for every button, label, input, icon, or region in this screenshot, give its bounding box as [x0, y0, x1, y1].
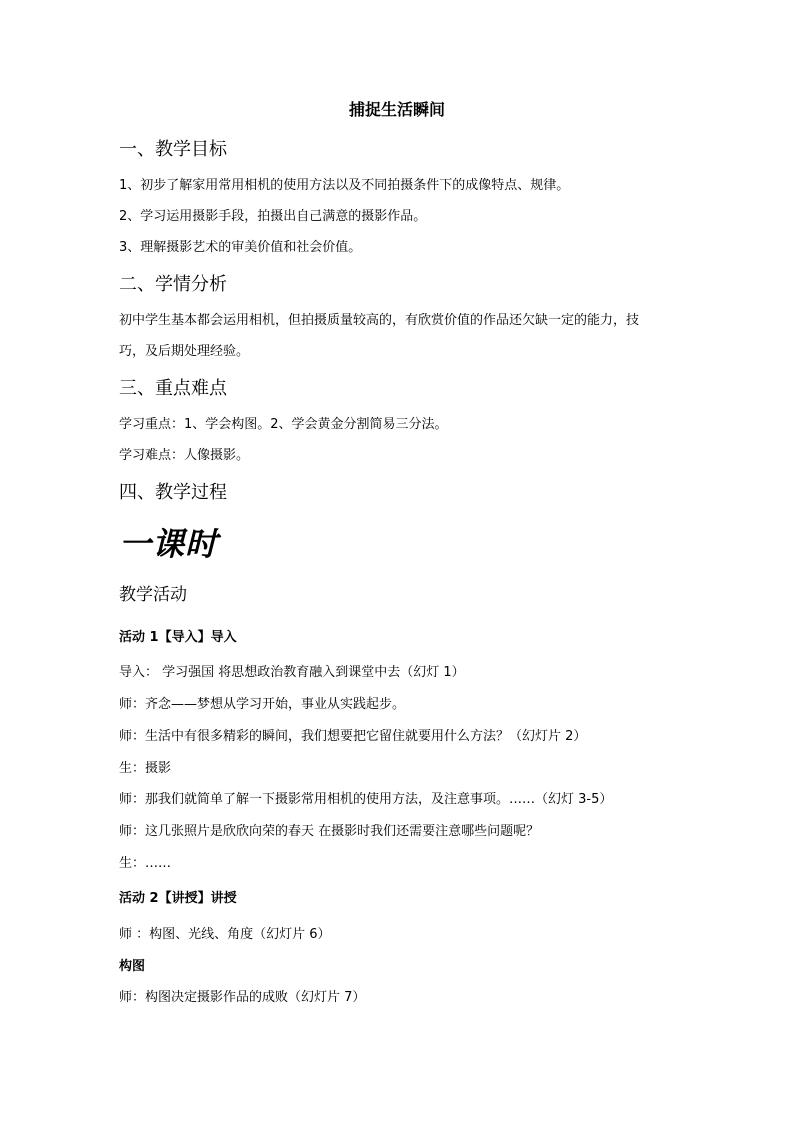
key-point-difficulty: 学习难点：人像摄影。 — [119, 448, 250, 463]
activity-1-line-7: 生：…… — [119, 856, 172, 871]
goal-item-3: 3、理解摄影艺术的审美价值和社会价值。 — [119, 240, 362, 255]
activity-2-heading: 活动 2【讲授】讲授 — [119, 891, 237, 906]
activity-1-line-3: 师：生活中有很多精彩的瞬间，我们想要把它留住就要用什么方法？（幻灯片 2） — [119, 729, 587, 744]
activity-2-line-1: 师 ：构图、光线、角度（幻灯片 6） — [119, 927, 331, 942]
activity-2-subheading: 构图 — [119, 959, 146, 974]
analysis-line-2: 巧，及后期处理经验。 — [119, 344, 250, 359]
document-title: 捕捉生活瞬间 — [348, 100, 445, 119]
lesson-title: 一课时 — [119, 525, 219, 563]
activity-1-heading: 活动 1【导入】导入 — [119, 630, 237, 645]
analysis-line-1: 初中学生基本都会运用相机，但拍摄质量较高的，有欣赏价值的作品还欠缺一定的能力，技 — [119, 313, 640, 328]
section-heading-key-points: 三、重点难点 — [119, 378, 227, 399]
activity-1-line-5: 师：那我们就简单了解一下摄影常用相机的使用方法，及注意事项。……（幻灯 3-5） — [119, 792, 613, 807]
section-heading-goals: 一、教学目标 — [119, 139, 227, 160]
section-heading-analysis: 二、学情分析 — [119, 274, 227, 295]
activity-1-line-1: 导入： 学习强国 将思想政治教育融入到课堂中去（幻灯 1） — [119, 665, 465, 680]
activity-2-after-line-1: 师：构图决定摄影作品的成败（幻灯片 7） — [119, 990, 366, 1005]
activity-1-line-6: 师：这几张照片是欣欣向荣的春天 在摄影时我们还需要注意哪些问题呢？ — [119, 824, 540, 839]
section-heading-process: 四、教学过程 — [119, 482, 227, 503]
goal-item-1: 1、初步了解家用常用相机的使用方法以及不同拍摄条件下的成像特点、规律。 — [119, 178, 570, 193]
activity-1-line-4: 生：摄影 — [119, 761, 172, 776]
key-point-focus: 学习重点：1、学会构图。2、学会黄金分割简易三分法。 — [119, 417, 448, 432]
activity-1-line-2: 师：齐念——梦想从学习开始，事业从实践起步。 — [119, 697, 406, 712]
goal-item-2: 2、学习运用摄影手段，拍摄出自己满意的摄影作品。 — [119, 209, 427, 224]
lesson-subtitle: 教学活动 — [119, 585, 187, 605]
